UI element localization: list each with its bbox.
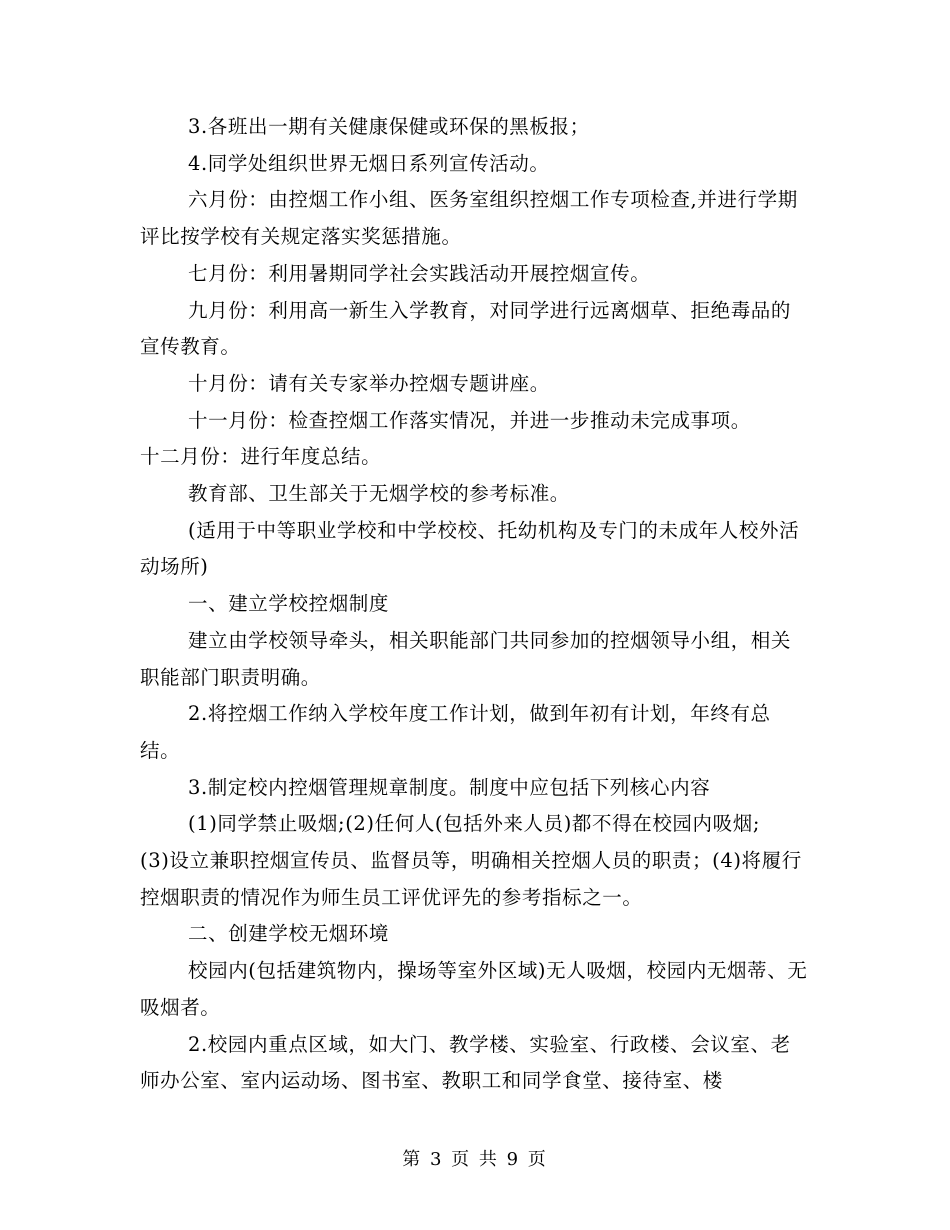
- paragraph: 十一月份：检查控烟工作落实情况，并进一步推动未完成事项。: [188, 408, 751, 432]
- paragraph: 3.制定校内控烟管理规章制度。制度中应包括下列核心内容: [188, 775, 711, 799]
- paragraph: 建立由学校领导牵头，相关职能部门共同参加的控烟领导小组，相关职能部门职责明确。: [140, 628, 792, 689]
- paragraph: 2.校园内重点区域，如大门、教学楼、实验室、行政楼、会议室、老师办公室、室内运动场、图书室、教职工和同学食堂、接待室、楼: [140, 1032, 791, 1093]
- paragraph: (3)设立兼职控烟宣传员、监督员等，明确相关控烟人员的职责；(4)将履行控烟职责的情况作为师生员工评优评先的参考指标之一。: [140, 849, 802, 909]
- paragraph: 六月份：由控烟工作小组、医务室组织控烟工作专项检查,并进行学期评比按学校有关规定落实奖惩措施。: [140, 188, 798, 249]
- paragraph: 3.各班出一期有关健康保健或环保的黑板报；: [188, 115, 590, 138]
- paragraph: (适用于中等职业学校和中学校校、托幼机构及专门的未成年人校外活动场所): [140, 518, 800, 579]
- paragraph: 七月份：利用暑期同学社会实践活动开展控烟宣传。: [188, 261, 651, 285]
- page-number-footer: 第 3 页 共 9 页: [402, 1149, 548, 1170]
- section-heading: 二、创建学校无烟环境: [188, 922, 390, 946]
- paragraph: 十二月份：进行年度总结。: [140, 445, 382, 469]
- section-heading: 一、建立学校控烟制度: [188, 592, 390, 616]
- paragraph: 2.将控烟工作纳入学校年度工作计划，做到年初有计划，年终有总结。: [140, 702, 771, 762]
- document-body: [140, 109, 810, 1100]
- paragraph: 校园内(包括建筑物内，操场等室外区域)无人吸烟，校园内无烟蒂、无吸烟者。: [140, 959, 808, 1019]
- paragraph: (1)同学禁止吸烟;(2)任何人(包括外来人员)都不得在校园内吸烟;: [188, 812, 760, 836]
- paragraph: 教育部、卫生部关于无烟学校的参考标准。: [188, 482, 570, 506]
- paragraph: 4.同学处组织世界无烟日系列宣传活动。: [188, 151, 550, 175]
- paragraph: 十月份：请有关专家举办控烟专题讲座。: [188, 371, 550, 395]
- paragraph: 九月份：利用高一新生入学教育，对同学进行远离烟草、拒绝毒品的宣传教育。: [140, 298, 792, 359]
